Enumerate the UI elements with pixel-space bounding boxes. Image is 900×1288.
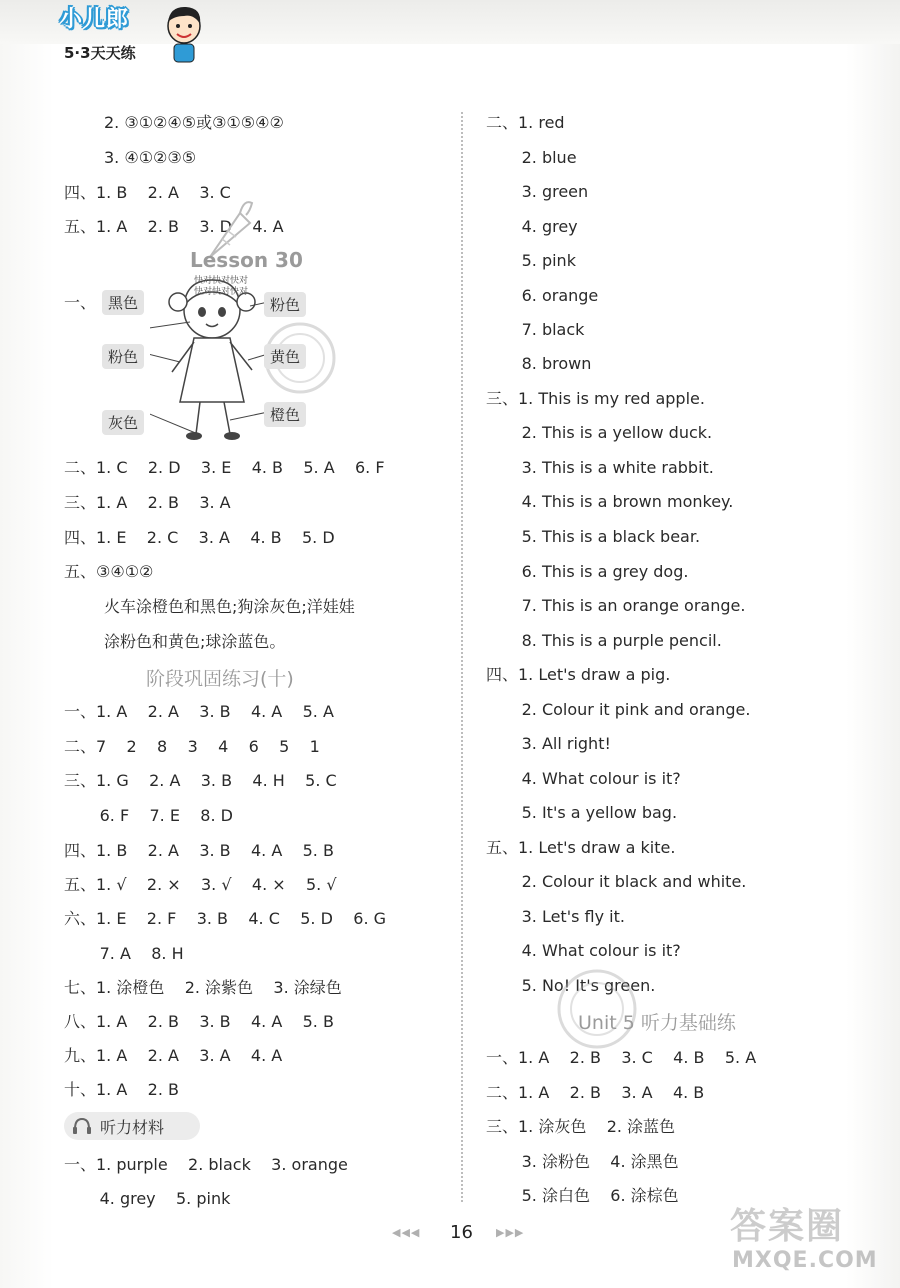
answer-line: 五、③④①② (64, 562, 154, 581)
answer-line: 三、1. This is my red apple. (486, 389, 705, 408)
watermark-url: MXQE.COM (732, 1248, 878, 1273)
answer-line: 5. pink (486, 251, 576, 270)
answer-line: 十、1. A 2. B (64, 1080, 179, 1099)
headphones-icon (72, 1117, 92, 1135)
listening-label: 听力材料 (100, 1118, 165, 1137)
arrows-left-icon: ◀◀◀ (392, 1226, 421, 1239)
answer-line: 二、1. C 2. D 3. E 4. B 5. A 6. F (64, 458, 385, 477)
answer-line: 3. 涂粉色 4. 涂黑色 (486, 1152, 679, 1171)
answer-line: 一、1. purple 2. black 3. orange (64, 1155, 348, 1174)
answer-line: 7. This is an orange orange. (486, 596, 746, 615)
answer-line: 3. This is a white rabbit. (486, 458, 714, 477)
answer-line: 6. This is a grey dog. (486, 562, 689, 581)
answer-line: 2. Colour it pink and orange. (486, 700, 751, 719)
answer-line: 7. black (486, 320, 585, 339)
answer-line: 八、1. A 2. B 3. B 4. A 5. B (64, 1012, 334, 1031)
speech-text: 快对快对快对 快对快对快对 (194, 276, 249, 297)
answer-line: 二、1. red (486, 113, 565, 132)
section-marker: 一、 (64, 293, 97, 312)
color-label-yellow: 黄色 (264, 344, 306, 369)
brand-logo (52, 2, 212, 66)
answer-line: 一、1. A 2. B 3. C 4. B 5. A (486, 1048, 757, 1067)
answer-line: 一、1. A 2. A 3. B 4. A 5. A (64, 702, 334, 721)
answer-line: 5. 涂白色 6. 涂棕色 (486, 1186, 679, 1205)
answer-line: 四、1. E 2. C 3. A 4. B 5. D (64, 528, 335, 547)
answer-line: 五、1. √ 2. × 3. √ 4. × 5. √ (64, 875, 337, 894)
answer-line: 3. Let's fly it. (486, 907, 625, 926)
answer-line: 4. grey (486, 217, 578, 236)
answer-line: 5. This is a black bear. (486, 527, 701, 546)
color-label-black: 黑色 (102, 290, 144, 315)
answer-line: 二、7 2 8 3 4 6 5 1 (64, 737, 320, 756)
watermark-title: 答案圈 (730, 1206, 845, 1247)
answer-line: 七、1. 涂橙色 2. 涂紫色 3. 涂绿色 (64, 978, 342, 997)
stage-title: 阶段巩固练习(十) (146, 668, 294, 690)
answer-line: 5. It's a yellow bag. (486, 803, 678, 822)
answer-line: 4. grey 5. pink (64, 1189, 231, 1208)
answer-line: 涂粉色和黄色;球涂蓝色。 (104, 632, 286, 651)
answer-line: 四、1. B 2. A 3. B 4. A 5. B (64, 841, 334, 860)
answer-line: 2. This is a yellow duck. (486, 423, 713, 442)
answer-line: 五、1. A 2. B 3. D 4. A (64, 217, 284, 236)
answer-line: 3. green (486, 182, 589, 201)
boy-mascot-icon (160, 4, 208, 64)
answer-line: 四、1. Let's draw a pig. (486, 665, 671, 684)
answer-line: 7. A 8. H (64, 944, 184, 963)
answer-line: 4. This is a brown monkey. (486, 492, 734, 511)
answer-line: 2. ③①②④⑤或③①⑤④② (104, 113, 284, 132)
answer-line: 火车涂橙色和黑色;狗涂灰色;洋娃娃 (104, 597, 355, 616)
answer-line: 三、1. G 2. A 3. B 4. H 5. C (64, 771, 337, 790)
answer-line: 2. Colour it black and white. (486, 872, 747, 891)
answer-line: 8. brown (486, 354, 592, 373)
lesson-title: Lesson 30 (190, 248, 303, 272)
color-label-pink-right: 粉色 (264, 292, 306, 317)
page-number-bar (392, 1222, 532, 1248)
arrows-right-icon: ▶▶▶ (496, 1226, 525, 1239)
unit-title: Unit 5 听力基础练 (578, 1012, 736, 1034)
answer-line: 6. F 7. E 8. D (64, 806, 233, 825)
answer-line: 九、1. A 2. A 3. A 4. A (64, 1046, 283, 1065)
answer-line: 6. orange (486, 286, 599, 305)
answer-line: 8. This is a purple pencil. (486, 631, 722, 650)
logo-subtitle: 5·3天天练 (64, 44, 136, 62)
answer-line: 2. blue (486, 148, 577, 167)
logo-brand-text: 小儿郎 (60, 7, 130, 32)
color-label-pink-left: 粉色 (102, 344, 144, 369)
color-label-orange: 橙色 (264, 402, 306, 427)
answer-line: 四、1. B 2. A 3. C (64, 183, 231, 202)
color-label-grey: 灰色 (102, 410, 144, 435)
answer-line: 六、1. E 2. F 3. B 4. C 5. D 6. G (64, 909, 387, 928)
answer-line: 三、1. A 2. B 3. A (64, 493, 231, 512)
listening-material-badge (64, 1112, 200, 1140)
page-number: 16 (450, 1222, 473, 1243)
answer-line: 五、1. Let's draw a kite. (486, 838, 676, 857)
answer-line: 3. All right! (486, 734, 611, 753)
answer-line: 4. What colour is it? (486, 941, 681, 960)
answer-line: 三、1. 涂灰色 2. 涂蓝色 (486, 1117, 676, 1136)
answer-line: 3. ④①②③⑤ (104, 148, 197, 167)
answer-line: 4. What colour is it? (486, 769, 681, 788)
site-watermark (720, 1196, 896, 1286)
column-divider (461, 112, 463, 1202)
answer-line: 二、1. A 2. B 3. A 4. B (486, 1083, 705, 1102)
answer-line: 5. No! It's green. (486, 976, 656, 995)
